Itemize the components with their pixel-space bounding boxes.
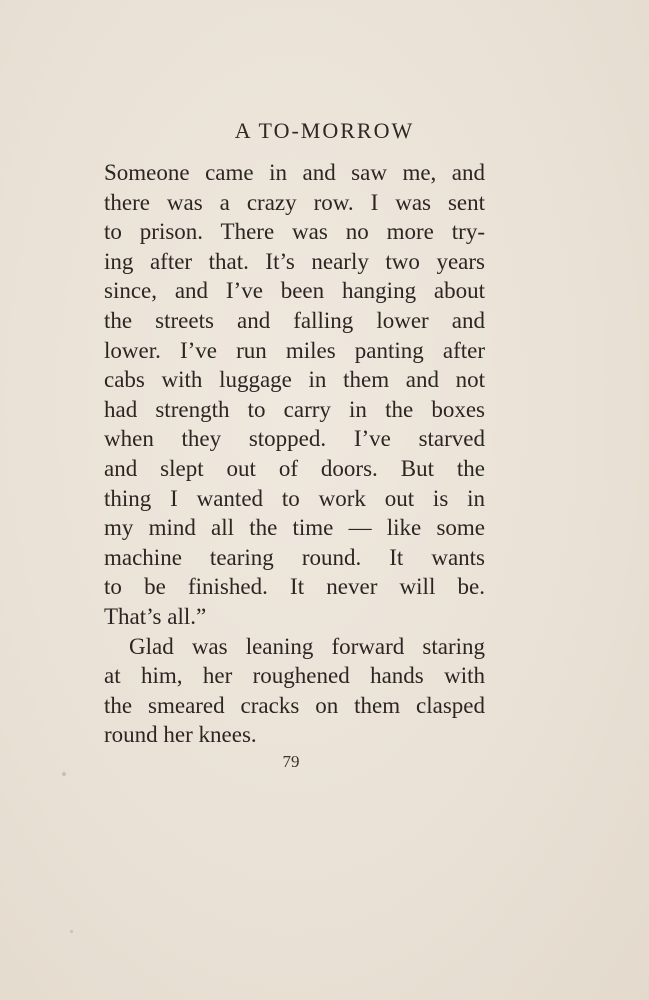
- text-line: my mind all the time — like some: [104, 515, 485, 541]
- text-line: to prison. There was no more try-: [104, 219, 485, 245]
- text-line: ing after that. It’s nearly two years: [104, 248, 485, 274]
- text-line: since, and I’ve been hanging about: [104, 278, 485, 304]
- paper-speck: [70, 930, 73, 933]
- text-line: thing I wanted to work out is in: [104, 485, 485, 511]
- text-line: machine tearing round. It wants: [104, 544, 485, 570]
- text-line: at him, her roughened hands with: [104, 663, 485, 689]
- text-line: when they stopped. I’ve starved: [104, 426, 485, 452]
- text-line: Glad was leaning forward staring: [129, 633, 485, 659]
- text-line: had strength to carry in the boxes: [104, 396, 485, 422]
- text-line: Someone came in and saw me, and: [104, 160, 485, 185]
- text-line: lower. I’ve run miles panting after: [104, 337, 485, 363]
- text-line: there was a crazy row. I was sent: [104, 189, 485, 215]
- body-text: [104, 158, 485, 750]
- page-number: 79: [282, 752, 300, 771]
- text-line: the streets and falling lower and: [104, 307, 485, 333]
- text-line: and slept out of doors. But the: [104, 455, 485, 481]
- running-head: A TO-MORROW: [234, 118, 415, 143]
- paper-speck: [62, 772, 66, 776]
- text-line: round her knees.: [104, 722, 257, 748]
- text-line: cabs with luggage in them and not: [104, 367, 485, 393]
- text-line: to be finished. It never will be.: [104, 574, 485, 600]
- text-line: That’s all.”: [104, 603, 207, 629]
- text-line: the smeared cracks on them clasped: [104, 692, 485, 718]
